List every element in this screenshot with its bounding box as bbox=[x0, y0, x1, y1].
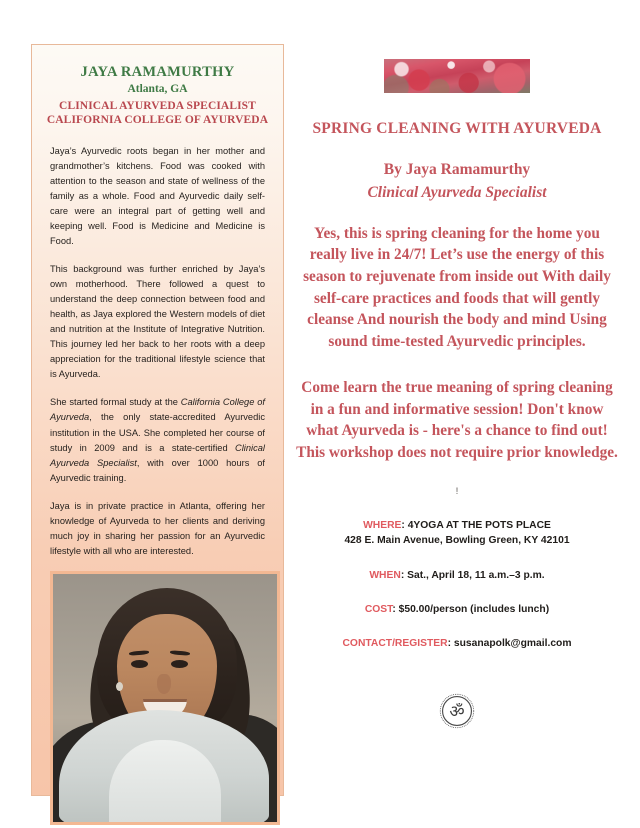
bio-school: CALIFORNIA COLLEGE OF AYURVEDA bbox=[46, 114, 269, 127]
pitch-paragraph-2: Come learn the true meaning of spring cleaning in a fun and informative session! Don't know what Ayurveda is - here's a chance to find out! This workshop does not require prior knowledge. bbox=[296, 378, 618, 461]
byline-name: By Jaya Ramamurthy bbox=[383, 161, 531, 178]
bio-paragraph-2: This background was further enriched by Jaya’s own motherhood. There followed a quest to understand the deep connection between food and health, as Jaya explored the Western models of diet and nutrition at the Institute of Integrative Nutrition. This journey led her back to her roots with a deep appreciation for the traditional lifestyle science that is Ayurveda. bbox=[50, 264, 265, 380]
credentials-part-2: , the only state-accredited Ayurvedic institution in the USA. She completed her course of study in 2009 and is a state-certified bbox=[50, 412, 265, 453]
bio-name: JAYA RAMAMURTHY bbox=[80, 64, 235, 80]
stray-exclamation: ! bbox=[455, 485, 459, 496]
detail-label-cost: COST bbox=[364, 604, 393, 616]
detail-colon-contact: : bbox=[447, 638, 454, 650]
portrait-eye-left bbox=[131, 660, 148, 668]
detail-label-where: WHERE bbox=[363, 519, 402, 531]
detail-row-where bbox=[292, 518, 622, 549]
detail-label-when: WHEN bbox=[369, 569, 401, 581]
credentials-title-italic: Clinical Ayurveda Specialist bbox=[50, 442, 265, 468]
bio-city: Atlanta, GA bbox=[127, 83, 188, 96]
om-symbol-container bbox=[292, 692, 622, 730]
credentials-school-italic: California College of Ayurveda bbox=[50, 397, 265, 423]
event-details bbox=[292, 518, 622, 652]
bio-paragraph-4: Jaya is in private practice in Atlanta, offering her knowledge of Ayurveda to her clients and deriving much joy in sharing her passion for an Ayurvedic lifestyle with all who are interested. bbox=[50, 500, 265, 556]
credentials-part-1: She started formal study at the bbox=[50, 397, 181, 408]
content-column bbox=[292, 44, 622, 730]
detail-value-when: Sat., April 18, 11 a.m.–3 p.m. bbox=[407, 569, 545, 581]
detail-colon-where: : bbox=[401, 519, 408, 531]
pitch-paragraph-1: Yes, this is spring cleaning for the home you really live in 24/7! Let’s use the energy of this season to rejuvenate from inside out With daily self-care practices and foods that will gently cleanse And nourish the body and mind Using sound time-tested Ayurvedic principles. bbox=[303, 224, 611, 351]
portrait-earring bbox=[116, 682, 123, 691]
svg-text:ॐ: ॐ bbox=[449, 700, 465, 721]
byline bbox=[292, 160, 622, 204]
detail-row-when bbox=[292, 568, 622, 583]
bio-paragraph-credentials bbox=[46, 395, 269, 485]
detail-value-cost: $50.00/person (includes lunch) bbox=[398, 604, 550, 616]
detail-address-where: 428 E. Main Avenue, Bowling Green, KY 42101 bbox=[344, 535, 570, 547]
detail-row-cost bbox=[292, 602, 622, 617]
detail-value-where: 4YOGA AT THE POTS PLACE bbox=[407, 519, 551, 531]
portrait-eye-right bbox=[171, 660, 188, 668]
detail-label-contact: CONTACT/REGISTER bbox=[342, 638, 448, 650]
credentials-part-3: , with over 1000 hours of Ayurvedic training. bbox=[50, 457, 265, 483]
byline-role: Clinical Ayurveda Specialist bbox=[367, 183, 547, 201]
detail-value-contact-email[interactable]: susanapolk@gmail.com bbox=[453, 638, 572, 650]
bio-role: CLINICAL AYURVEDA SPECIALIST bbox=[59, 99, 256, 112]
portrait-frame bbox=[50, 571, 280, 825]
bio-header bbox=[46, 63, 269, 128]
om-icon bbox=[438, 692, 476, 730]
bio-panel bbox=[31, 44, 284, 796]
detail-colon-cost: : bbox=[392, 604, 399, 616]
detail-row-contact bbox=[292, 636, 622, 651]
detail-colon-when: : bbox=[400, 569, 408, 581]
portrait-nose bbox=[157, 674, 171, 694]
bio-paragraph-1: Jaya’s Ayurvedic roots began in her mother and grandmother’s kitchens. Food was cooked with attention to the season and state of wellness of the family as a whole. Food and Ayurvedic daily self-care were an integral part of getting well and keeping well. Food is Medicine and Medicine is Food. bbox=[50, 145, 265, 246]
portrait-photo bbox=[53, 574, 277, 822]
blossom-banner-image bbox=[384, 59, 530, 93]
page-title: SPRING CLEANING WITH AYURVEDA bbox=[312, 120, 602, 137]
